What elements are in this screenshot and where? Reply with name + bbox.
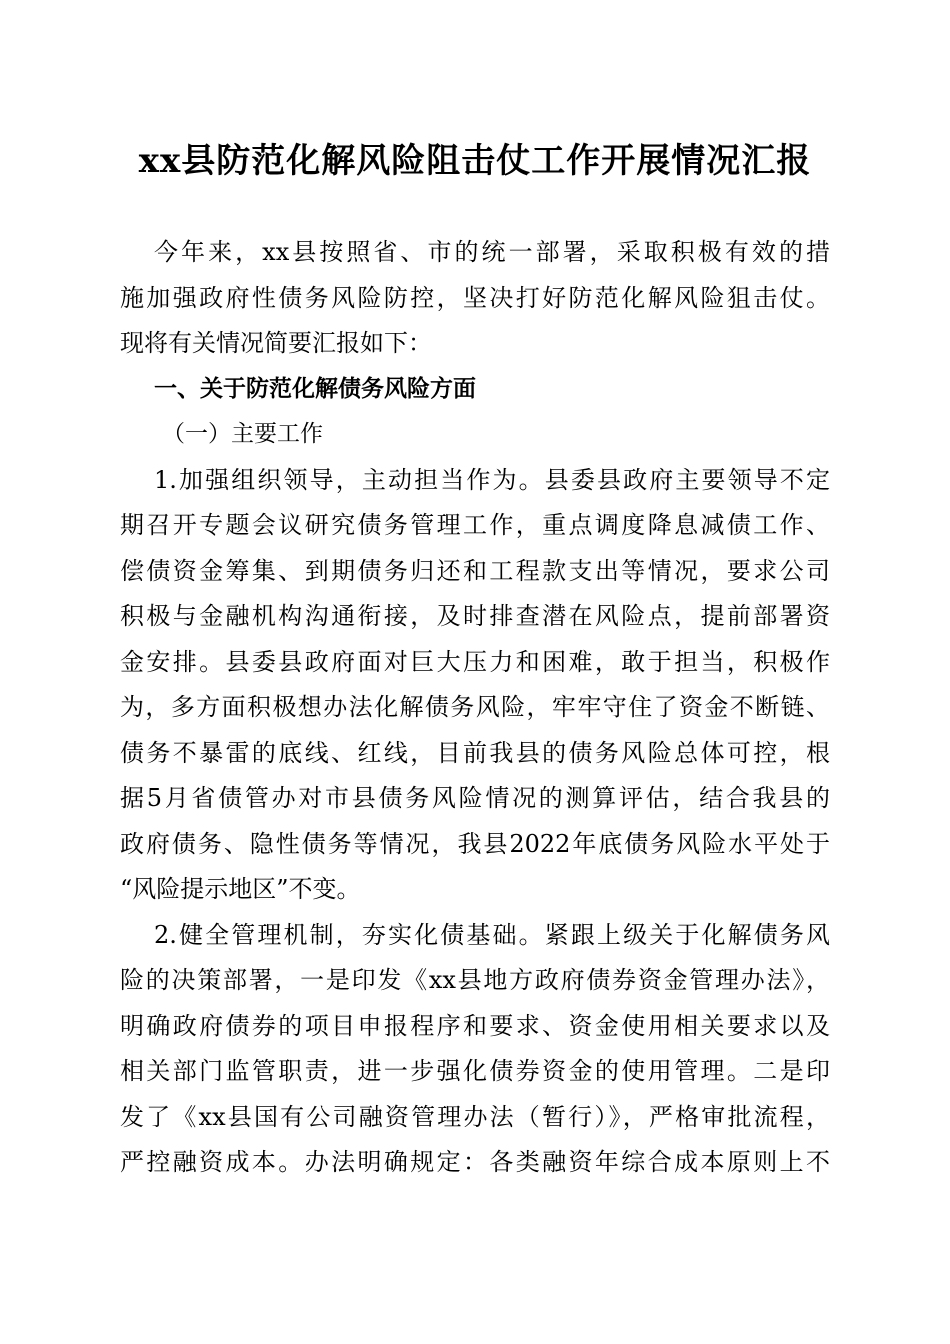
- paragraph-line: 现将有关情况简要汇报如下：: [120, 329, 432, 357]
- paragraph-line: 2.健全管理机制，夯实化债基础。紧跟上级关于化解债务风: [154, 920, 830, 949]
- paragraph-line: 严控融资成本。办法明确规定：各类融资年综合成本原则上不: [120, 1148, 830, 1176]
- paragraph-line: 期召开专题会议研究债务管理工作，重点调度降息减债工作、: [120, 511, 830, 539]
- paragraph-line: 政府债务、隐性债务等情况，我县2022年底债务风险水平处于: [120, 829, 830, 858]
- paragraph-line: 债务不暴雷的底线、红线，目前我县的债务风险总体可控，根: [120, 738, 830, 767]
- paragraph-line: “风险提示地区”不变。: [120, 875, 361, 903]
- paragraph-line: 偿债资金筹集、到期债务归还和工程款支出等情况，要求公司: [120, 556, 830, 585]
- paragraph-line: 发了《xx县国有公司融资管理办法（暂行）》，严格审批流程，: [120, 1102, 830, 1131]
- document-body: [120, 230, 830, 1186]
- paragraph-line: 1.加强组织领导，主动担当作为。县委县政府主要领导不定: [154, 465, 830, 494]
- document-title: xx县防范化解风险阻击仗工作开展情况汇报: [138, 141, 812, 181]
- paragraph-line: 积极与金融机构沟通衔接，及时排查潜在风险点，提前部署资: [120, 602, 830, 630]
- section-heading: 一、关于防范化解债务风险方面: [154, 375, 476, 402]
- paragraph-line: 施加强政府性债务风险防控，坚决打好防范化解风险狙击仗。: [120, 283, 830, 312]
- subsection-heading: （一）主要工作: [162, 421, 323, 447]
- paragraph-line: 今年来，xx县按照省、市的统一部署，采取积极有效的措: [154, 238, 830, 266]
- paragraph-line: 明确政府债券的项目申报程序和要求、资金使用相关要求以及: [120, 1011, 830, 1040]
- paragraph-line: 险的决策部署，一是印发《xx县地方政府债券资金管理办法》，: [120, 966, 830, 994]
- paragraph-line: 相关部门监管职责，进一步强化债券资金的使用管理。二是印: [120, 1057, 830, 1085]
- paragraph-line: 金安排。县委县政府面对巨大压力和困难，敢于担当，积极作: [120, 647, 830, 676]
- paragraph-line: 据5月省债管办对市县债务风险情况的测算评估，结合我县的: [120, 784, 830, 812]
- paragraph-line: 为，多方面积极想办法化解债务风险，牢牢守住了资金不断链、: [120, 693, 830, 721]
